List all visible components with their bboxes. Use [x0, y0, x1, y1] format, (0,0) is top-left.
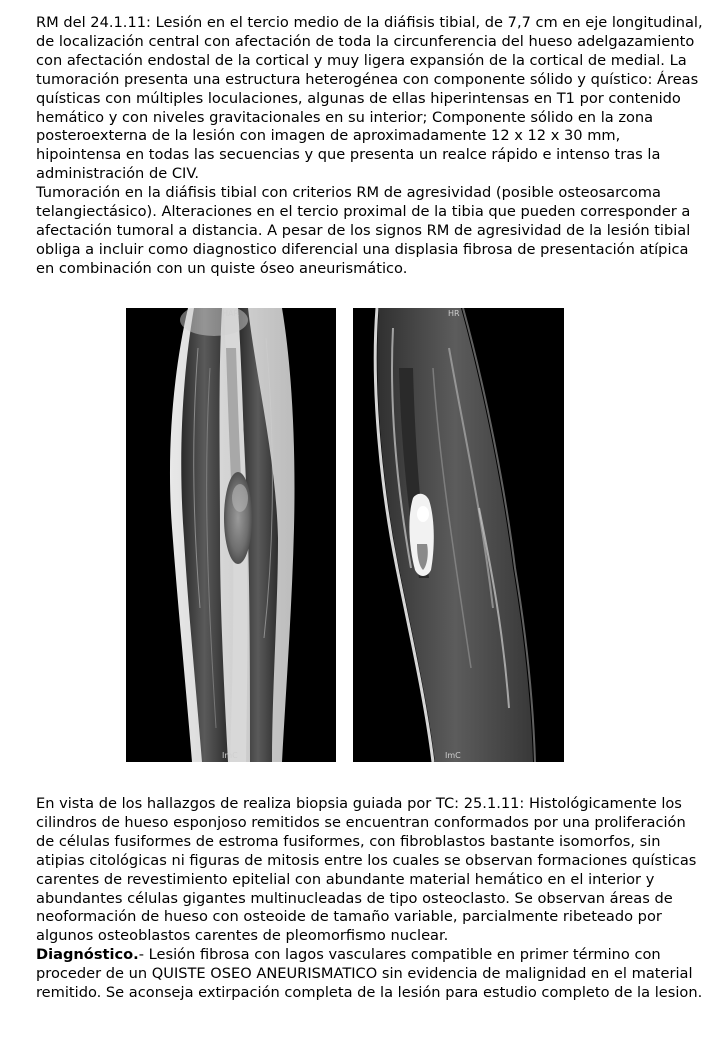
mri-findings-paragraph: RM del 24.1.11: Lesión en el tercio medio de la diáfisis tibial, de 7,7 cm en eje longitudinal, de localización central con afectación de toda la circunferencia del hueso adelgazamiento con afectación endostal de la cortical y muy ligera expansión de la cortical de medial. La tumoración presenta una estructura heterogénea con componente sólido y quístico: Áreas quísticas con múltiples loculaciones, algunas de ellas hiperintensas en T1 por contenido hemático y con niveles gravitacionales en su interior; Componente sólido en la zona posteroexterna de la lesión con imagen de aproximadamente 12 x 12 x 30 mm, hipointensa en todas las secuencias y que presenta un realce rápido e intenso tras la administración de CIV.: [36, 14, 703, 183]
image-bottom-label: ImC: [222, 751, 238, 760]
diagnosis-text: - Lesión fibrosa con lagos vasculares compatible en primer término con proceder de un QUISTE OSEO ANEURISMATICO sin evidencia de malignidad en el material remitido. Se aconseja extirpación completa de la lesión para estudio completo de la lesion.: [36, 946, 703, 1002]
mri-stir-leg-graphic: [353, 308, 564, 762]
biopsy-report-text: [36, 795, 704, 1003]
mri-impression-paragraph: Tumoración en la diáfisis tibial con criterios RM de agresividad (posible osteosarcoma telangiectásico). Alteraciones en el tercio proximal de la tibia que pueden corresponder a afectación tumoral a distancia. A pesar de los signos RM de agresividad de la lesión tibial obliga a incluir como diagnostico diferencial una displasia fibrosa de presentación atípica en combinación con un quiste óseo aneurismático.: [36, 184, 691, 277]
mri-image-t1-coronal: [126, 308, 336, 762]
image-bottom-label: ImC: [445, 751, 461, 760]
biopsy-paragraph: En vista de los hallazgos de realiza biopsia guiada por TC: 25.1.11: Histológicamente los cilindros de hueso esponjoso remitidos se encuentran conformados por una proliferación de células fusiformes de estroma fusiformes, con fibroblastos bastante isomorfos, sin atipias citológicas ni figuras de mitosis entre los cuales se observan formaciones quísticas carentes de revestimiento epitelial con abundante material hemático en el interior y abundantes células gigantes multinucleadas de tipo osteoclasto. Se observan áreas de neoformación de hueso con osteoide de tamaño variable, parcialmente ribeteado por algunos osteoblastos carentes de pleomorfismo nuclear.: [36, 795, 697, 945]
image-top-label: HAR: [222, 309, 240, 318]
diagnosis-paragraph: [36, 946, 704, 1003]
mri-t1-leg-graphic: [126, 308, 336, 762]
diagnosis-label: Diagnóstico.: [36, 946, 139, 964]
image-top-label: HR: [448, 309, 460, 318]
mri-image-stir-sagittal: [353, 308, 564, 762]
mri-report-text: [36, 14, 704, 279]
